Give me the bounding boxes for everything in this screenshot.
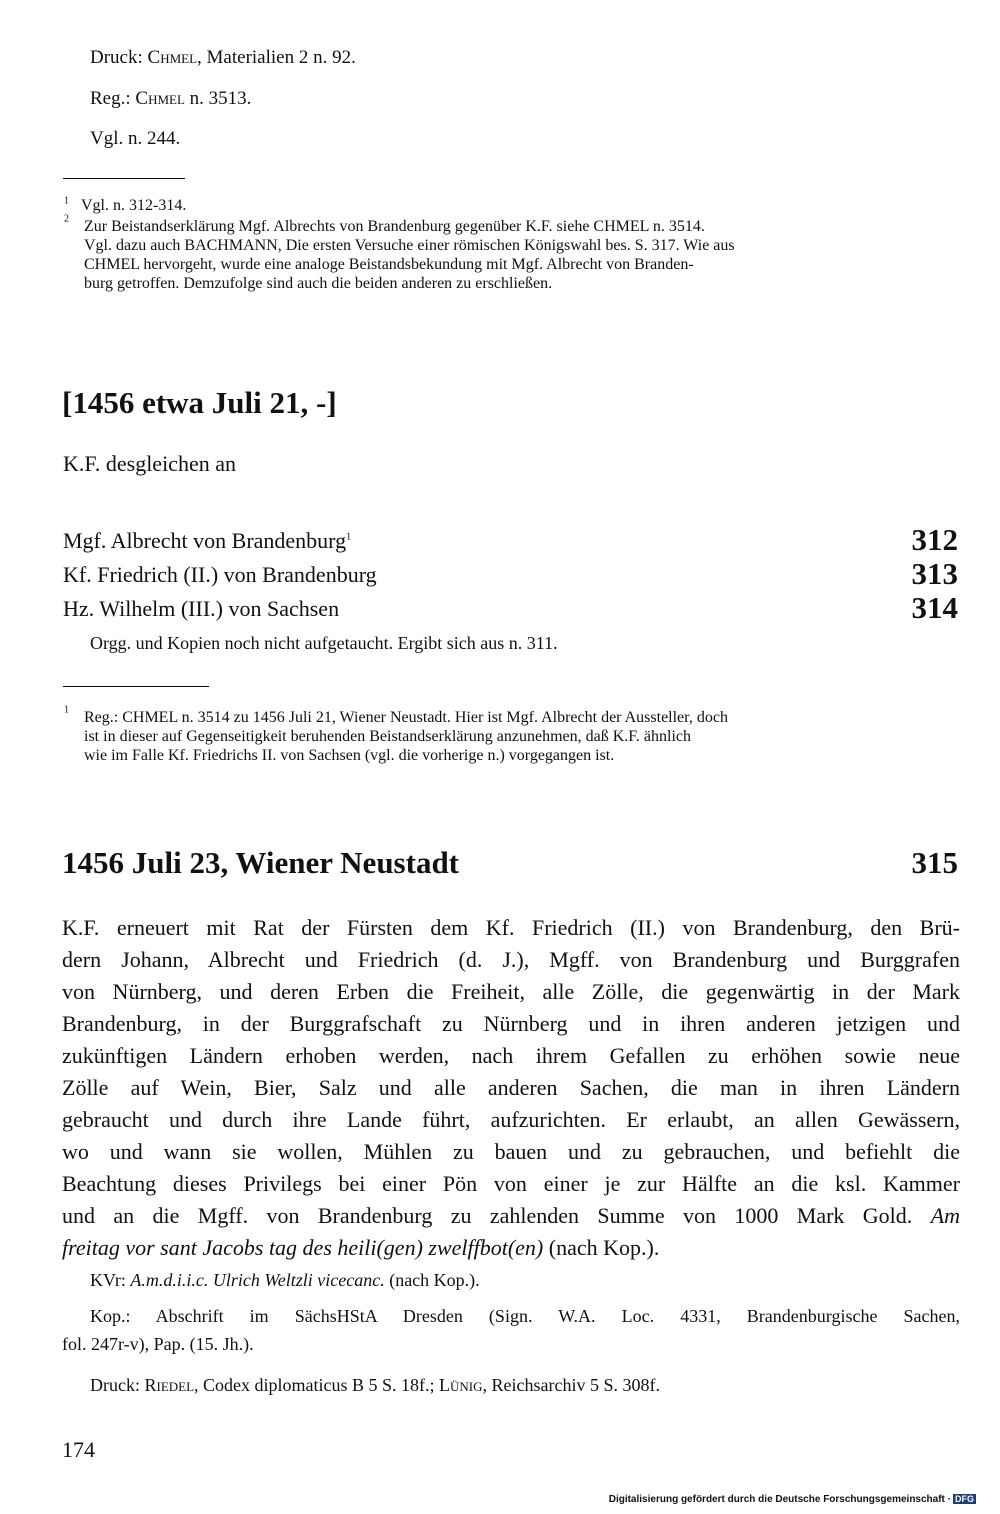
footnote-mark: 1 — [64, 704, 69, 716]
kv-label: KVr: — [90, 1270, 131, 1290]
regest-line: K.F. erneuert mit Rat der Fürsten dem Kf. Friedrich (II.) von Brandenburg, den Brü- — [62, 915, 960, 940]
footnote-separator — [63, 686, 209, 687]
footnote-line: Zur Beistandserklärung Mgf. Albrechts von Brandenburg gegenüber K.F. siehe CHMEL n. 3514. — [84, 218, 705, 235]
footnote-line: Reg.: CHMEL n. 3514 zu 1456 Juli 21, Wiener Neustadt. Hier ist Mgf. Albrecht der Aussteller, doch — [84, 709, 728, 726]
footnote-1 — [64, 196, 186, 215]
footnote-2-mark — [64, 214, 69, 233]
regest-line: zukünftigen Ländern erhoben werden, nach ihrem Gefallen zu erhöhen sowie neue — [62, 1043, 960, 1068]
source-reg — [90, 88, 251, 110]
regest-line-text: (nach Kop.). — [543, 1235, 660, 1260]
footnote-line: wie im Falle Kf. Friedrichs II. von Sachsen (vgl. die vorherige n.) vorgegangen ist. — [84, 747, 615, 764]
entry-note: Orgg. und Kopien noch nicht aufgetaucht. Ergibt sich aus n. 311. — [90, 633, 558, 653]
regest-line: Beachtung dieses Privilegs bei einer Pön von einer je zur Hälfte an die ksl. Kammer — [62, 1171, 960, 1196]
print-label: Druck: — [90, 1375, 145, 1395]
regest-line-text: und an die Mgff. von Brandenburg zu zahlenden Summe von 1000 Mark Gold. — [62, 1203, 913, 1228]
recipient-name: Kf. Friedrich (II.) von Brandenburg — [63, 562, 377, 587]
source-vgl: Vgl. n. 244. — [90, 128, 181, 149]
regest-line: dern Johann, Albrecht und Friedrich (d. J.), Mgff. von Brandenburg und Burggrafen — [62, 947, 960, 972]
footnote-line: ist in dieser auf Gegenseitigkeit beruhenden Beistandserklärung anzunehmen, daß K.F. ähnlich — [84, 728, 691, 745]
kanzleivermerk — [90, 1270, 480, 1291]
quote-text: freitag vor sant Jacobs tag des heili(gen) zwelffbot(en) — [62, 1235, 544, 1260]
copy-line: fol. 247r-v), Pap. (15. Jh.). — [62, 1334, 254, 1354]
entry-intro: K.F. desgleichen an — [63, 451, 236, 476]
footnote-text: Vgl. n. 312-314. — [81, 197, 187, 214]
source-text: n. 3513. — [184, 88, 252, 109]
print-author: Riedel — [144, 1375, 195, 1395]
regest-line: gebraucht und durch ihre Lande führt, aufzurichten. Er erlaubt, an allen Gewässern, — [62, 1107, 960, 1132]
recipient-label: Mgf. Albrecht von Brandenburg — [63, 528, 347, 553]
entry-number: 315 — [911, 845, 958, 880]
quote-text: Am — [930, 1203, 961, 1228]
entry-heading: 1456 Juli 23, Wiener Neustadt — [62, 845, 460, 880]
footnote-line: Vgl. dazu auch BACHMANN, Die ersten Versuche einer römischen Königswahl bes. S. 317. Wie aus — [84, 237, 735, 254]
regest-line — [62, 1200, 960, 1232]
print-text: , Reichsarchiv 5 S. 308f. — [482, 1375, 660, 1395]
entry-number: 314 — [911, 590, 958, 625]
regest-line: von Nürnberg, und deren Erben die Freiheit, alle Zölle, die gegenwärtig in der Mark — [62, 979, 960, 1004]
regest-line: Brandenburg, in der Burggrafschaft zu Nürnberg und in ihren anderen jetzigen und — [62, 1011, 960, 1036]
kv-text: A.m.d.i.i.c. Ulrich Weltzli vicecanc. — [130, 1270, 385, 1290]
footnote-mark: 1 — [64, 195, 69, 207]
regest-line: Zölle auf Wein, Bier, Salz und alle anderen Sachen, die man in ihren Ländern — [62, 1075, 960, 1100]
copy-line: Kop.: Abschrift im SächsHStA Dresden (Sign. W.A. Loc. 4331, Brandenburgische Sachen, — [90, 1306, 960, 1326]
print-text: , Codex diplomaticus B 5 S. 18f.; — [194, 1375, 440, 1395]
footnote-mark: 1 — [346, 531, 352, 543]
footer-credit: Digitalisierung gefördert durch die Deutsche Forschungsgemeinschaft · DFG — [608, 1494, 974, 1505]
regest-line — [62, 1232, 960, 1264]
dfg-logo: DFG — [955, 1494, 974, 1504]
footnote-separator — [63, 178, 185, 179]
recipient-name — [63, 528, 351, 554]
page-number: 174 — [62, 1437, 95, 1462]
footnote-1 — [84, 708, 964, 765]
footnote-line: burg getroffen. Demzufolge sind auch die beiden anderen zu erschließen. — [84, 275, 553, 292]
recipient-name: Hz. Wilhelm (III.) von Sachsen — [63, 596, 340, 621]
footnote-2 — [84, 217, 964, 293]
regest-line: wo und wann sie wollen, Mühlen zu bauen und zu gebrauchen, und befiehlt die — [62, 1139, 960, 1164]
source-druck — [90, 47, 356, 69]
footnote-1-mark — [64, 705, 69, 724]
copy-info — [90, 1306, 960, 1327]
entry-number: 312 — [911, 522, 958, 557]
print-info — [90, 1375, 660, 1396]
footer-text: Digitalisierung gefördert durch die Deutsche Forschungsgemeinschaft — [608, 1494, 945, 1505]
footnote-line: CHMEL hervorgeht, wurde eine analoge Beistandsbekundung mit Mgf. Albrecht von Branden- — [84, 256, 694, 273]
source-author: Chmel — [147, 47, 198, 68]
source-text: , Materialien 2 n. 92. — [197, 47, 356, 68]
footnote-mark: 2 — [64, 213, 69, 225]
source-label: Druck: — [90, 47, 148, 68]
print-author: Lünig — [439, 1375, 483, 1395]
kv-rest: (nach Kop.). — [384, 1270, 480, 1290]
source-author: Chmel — [135, 88, 185, 109]
entry-number: 313 — [911, 556, 958, 591]
regest-text — [62, 912, 960, 1264]
source-label: Reg.: — [90, 88, 136, 109]
entry-heading: [1456 etwa Juli 21, -] — [62, 385, 337, 420]
